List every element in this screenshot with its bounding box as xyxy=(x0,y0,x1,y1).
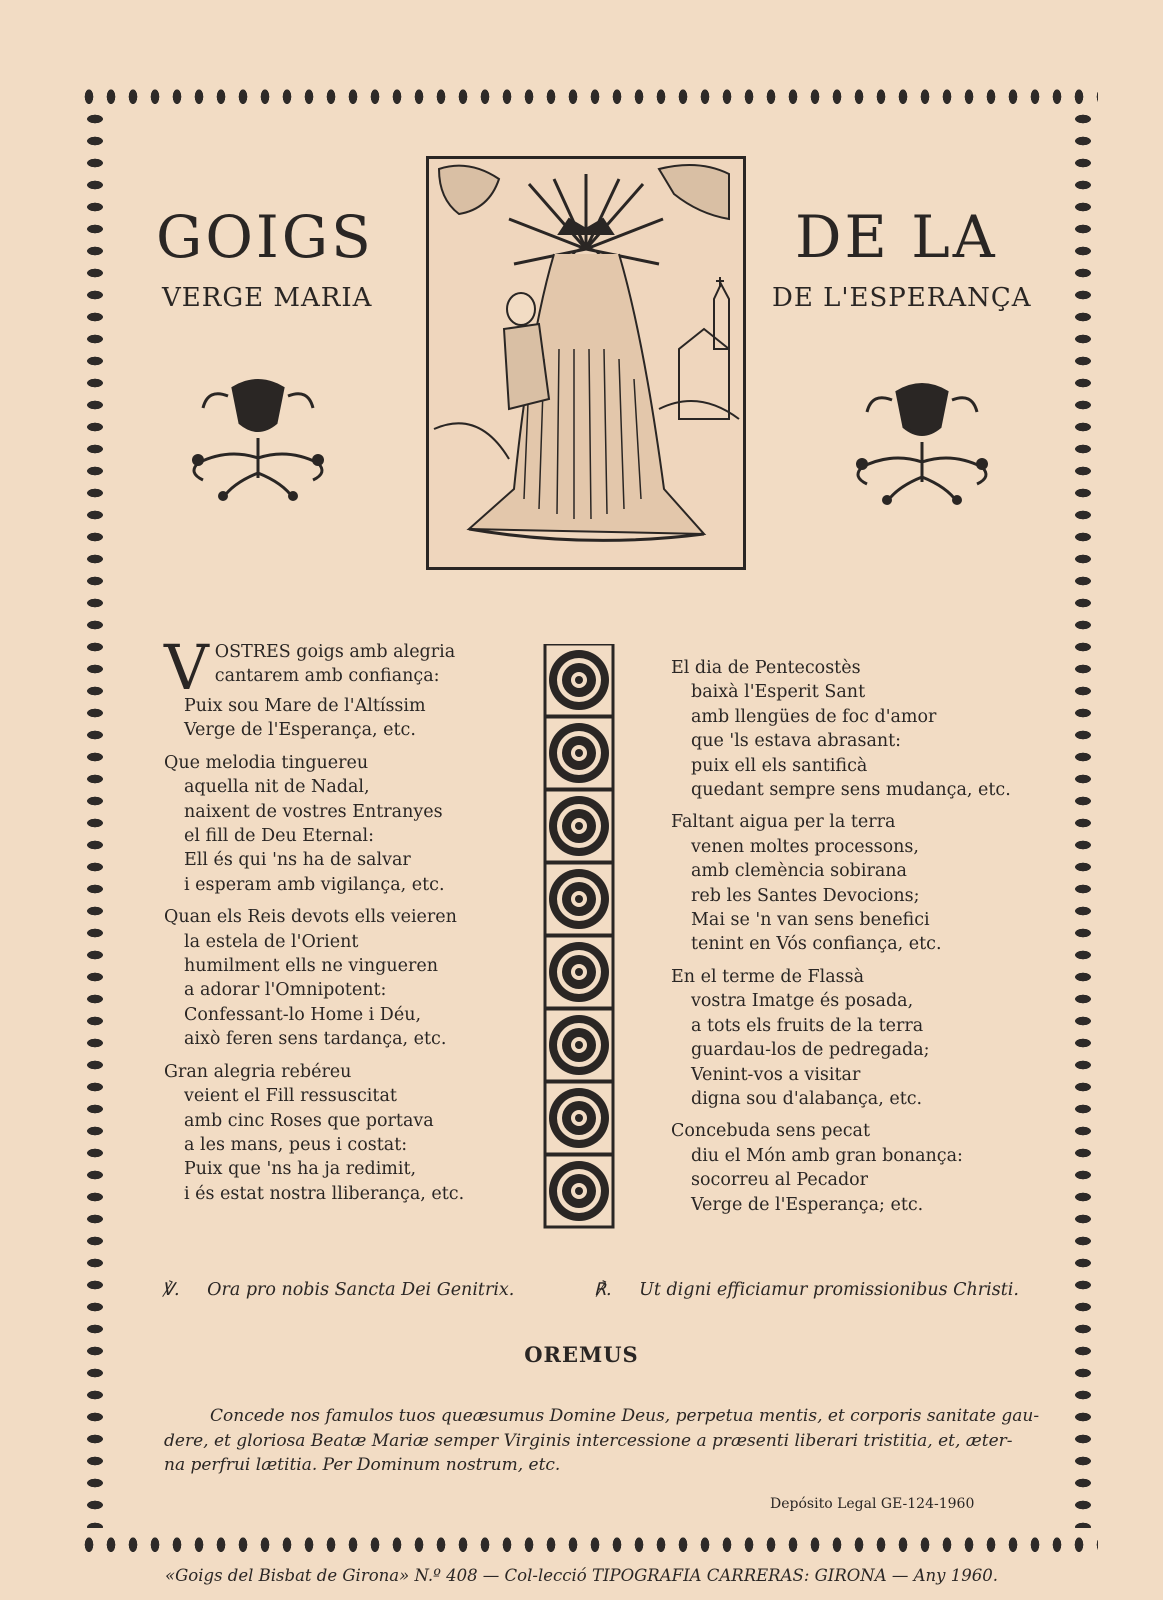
verse-line: i és estat nostra lliberança, etc. xyxy=(184,1183,465,1204)
verse-line: Gran alegria rebéreu xyxy=(164,1061,352,1082)
footer-collection: «Goigs del Bisbat de Girona» N.º 408 — Col-lecció TIPOGRAFIA CARRERAS: GIRONA — Any 1960. xyxy=(165,1566,998,1585)
versicle xyxy=(162,1280,514,1300)
prayer-line: Concede nos famulos tuos queæsumus Domine Deus, perpetua mentis, et corporis sanitate gau- xyxy=(210,1406,1040,1426)
verse-line: reb les Santes Devocions; xyxy=(691,885,920,906)
verse-line: puix ell els santificà xyxy=(691,755,868,776)
title-verge-maria: VERGE MARIA xyxy=(162,283,373,313)
verses-right-column xyxy=(671,656,1031,1225)
verse-line: diu el Món amb gran bonança: xyxy=(691,1145,963,1166)
verse-line: Faltant aigua per la terra xyxy=(671,812,896,833)
verse-line: tenint en Vós confiança, etc. xyxy=(691,934,942,955)
verse-line: això feren sens tardança, etc. xyxy=(184,1029,447,1050)
response-text: Ut digni efficiamur promissionibus Christi. xyxy=(639,1280,1019,1300)
verse-line: vostra Imatge és posada, xyxy=(691,991,914,1012)
stanza xyxy=(671,810,1031,956)
ornamental-border-left xyxy=(78,108,112,1528)
verse-line: amb llengües de foc d'amor xyxy=(691,706,937,727)
verse-line: que 'ls estava abrasant: xyxy=(691,731,902,752)
verse-line: El dia de Pentecostès xyxy=(671,658,861,678)
verse-line: Concebuda sens pecat xyxy=(671,1121,871,1142)
verse-line: digna sou d'alabança, etc. xyxy=(691,1088,923,1109)
verse-line: Mai se 'n van sens benefici xyxy=(691,910,930,931)
verse-line: a tots els fruits de la terra xyxy=(691,1015,924,1036)
versicle-text: Ora pro nobis Sancta Dei Genitrix. xyxy=(207,1280,515,1300)
verse-line: amb clemència sobirana xyxy=(691,861,907,882)
response-symbol: ℟. xyxy=(594,1280,612,1300)
verse-line: guardau-los de pedregada; xyxy=(691,1040,930,1061)
verse-line: quedant sempre sens mudança, etc. xyxy=(691,780,1011,801)
title-esperanca: DE L'ESPERANÇA xyxy=(772,283,1032,313)
verse-line: Verge de l'Esperança; etc. xyxy=(691,1194,924,1215)
drop-cap: V xyxy=(164,631,209,704)
rosette-column-ornament xyxy=(543,644,615,1232)
vase-ornament-left-icon xyxy=(178,368,338,503)
stanza xyxy=(671,965,1031,1111)
title-goigs: GOIGS xyxy=(156,203,374,271)
oremus-prayer xyxy=(164,1404,1040,1478)
oremus-heading: OREMUS xyxy=(524,1342,639,1367)
verse-line: Puix sou Mare de l'Altíssim xyxy=(184,696,426,716)
verse-line: Quan els Reis devots ells veieren xyxy=(164,907,457,928)
verse-line: Puix que 'ns ha ja redimit, xyxy=(184,1159,417,1180)
vase-ornament-right-icon xyxy=(842,372,1002,507)
verse-line: humilment ells ne vingueren xyxy=(184,956,439,977)
prayer-line: na perfrui lætitia. Per Dominum nostrum, etc. xyxy=(164,1455,561,1475)
stanza xyxy=(164,905,504,1051)
stanza xyxy=(164,751,504,897)
virgin-woodcut-image xyxy=(426,156,746,570)
verses-left-column xyxy=(164,631,504,1214)
stanza xyxy=(164,631,504,743)
ornamental-border-top xyxy=(78,78,1098,112)
verse-line: Confessant-lo Home i Déu, xyxy=(184,1004,422,1025)
verse-line: OSTRES goigs amb alegria xyxy=(214,642,456,662)
verse-line: aquella nit de Nadal, xyxy=(184,777,370,798)
verse-line: Venint-vos a visitar xyxy=(691,1064,861,1085)
verse-line: socorreu al Pecador xyxy=(691,1170,869,1191)
verse-line: la estela de l'Orient xyxy=(184,931,359,952)
response xyxy=(594,1280,1019,1300)
verse-line: baixà l'Esperit Sant xyxy=(691,682,866,703)
verse-line: Ell és qui 'ns ha de salvar xyxy=(184,850,411,871)
stanza xyxy=(671,1119,1031,1217)
verse-line: el fill de Deu Eternal: xyxy=(184,826,375,847)
verse-line: naixent de vostres Entranyes xyxy=(184,801,443,822)
verse-line: Verge de l'Esperança, etc. xyxy=(184,720,416,741)
prayer-line: dere, et gloriosa Beatæ Mariæ semper Virginis intercessione a præsenti liberari tristitia, et, æter- xyxy=(164,1430,1013,1451)
stanza xyxy=(164,1060,504,1206)
verse-line: En el terme de Flassà xyxy=(671,966,865,987)
title-de-la: DE LA xyxy=(795,203,998,271)
versicle-symbol: ℣. xyxy=(162,1280,180,1300)
verse-line: i esperam amb vigilança, etc. xyxy=(184,874,445,895)
ornamental-border-right xyxy=(1066,108,1100,1528)
ornamental-border-bottom xyxy=(78,1526,1098,1560)
verse-line: a adorar l'Omnipotent: xyxy=(184,980,387,1001)
verse-line: veient el Fill ressuscitat xyxy=(184,1086,397,1107)
stanza xyxy=(671,656,1031,802)
verse-line: venen moltes processons, xyxy=(691,836,919,857)
verse-line: amb cinc Roses que portava xyxy=(184,1110,434,1131)
verse-line: cantarem amb confiança: xyxy=(214,666,440,687)
verse-line: Que melodia tinguereu xyxy=(164,752,369,773)
verse-line: a les mans, peus i costat: xyxy=(184,1134,408,1155)
deposito-legal: Depósito Legal GE-124-1960 xyxy=(770,1496,975,1512)
